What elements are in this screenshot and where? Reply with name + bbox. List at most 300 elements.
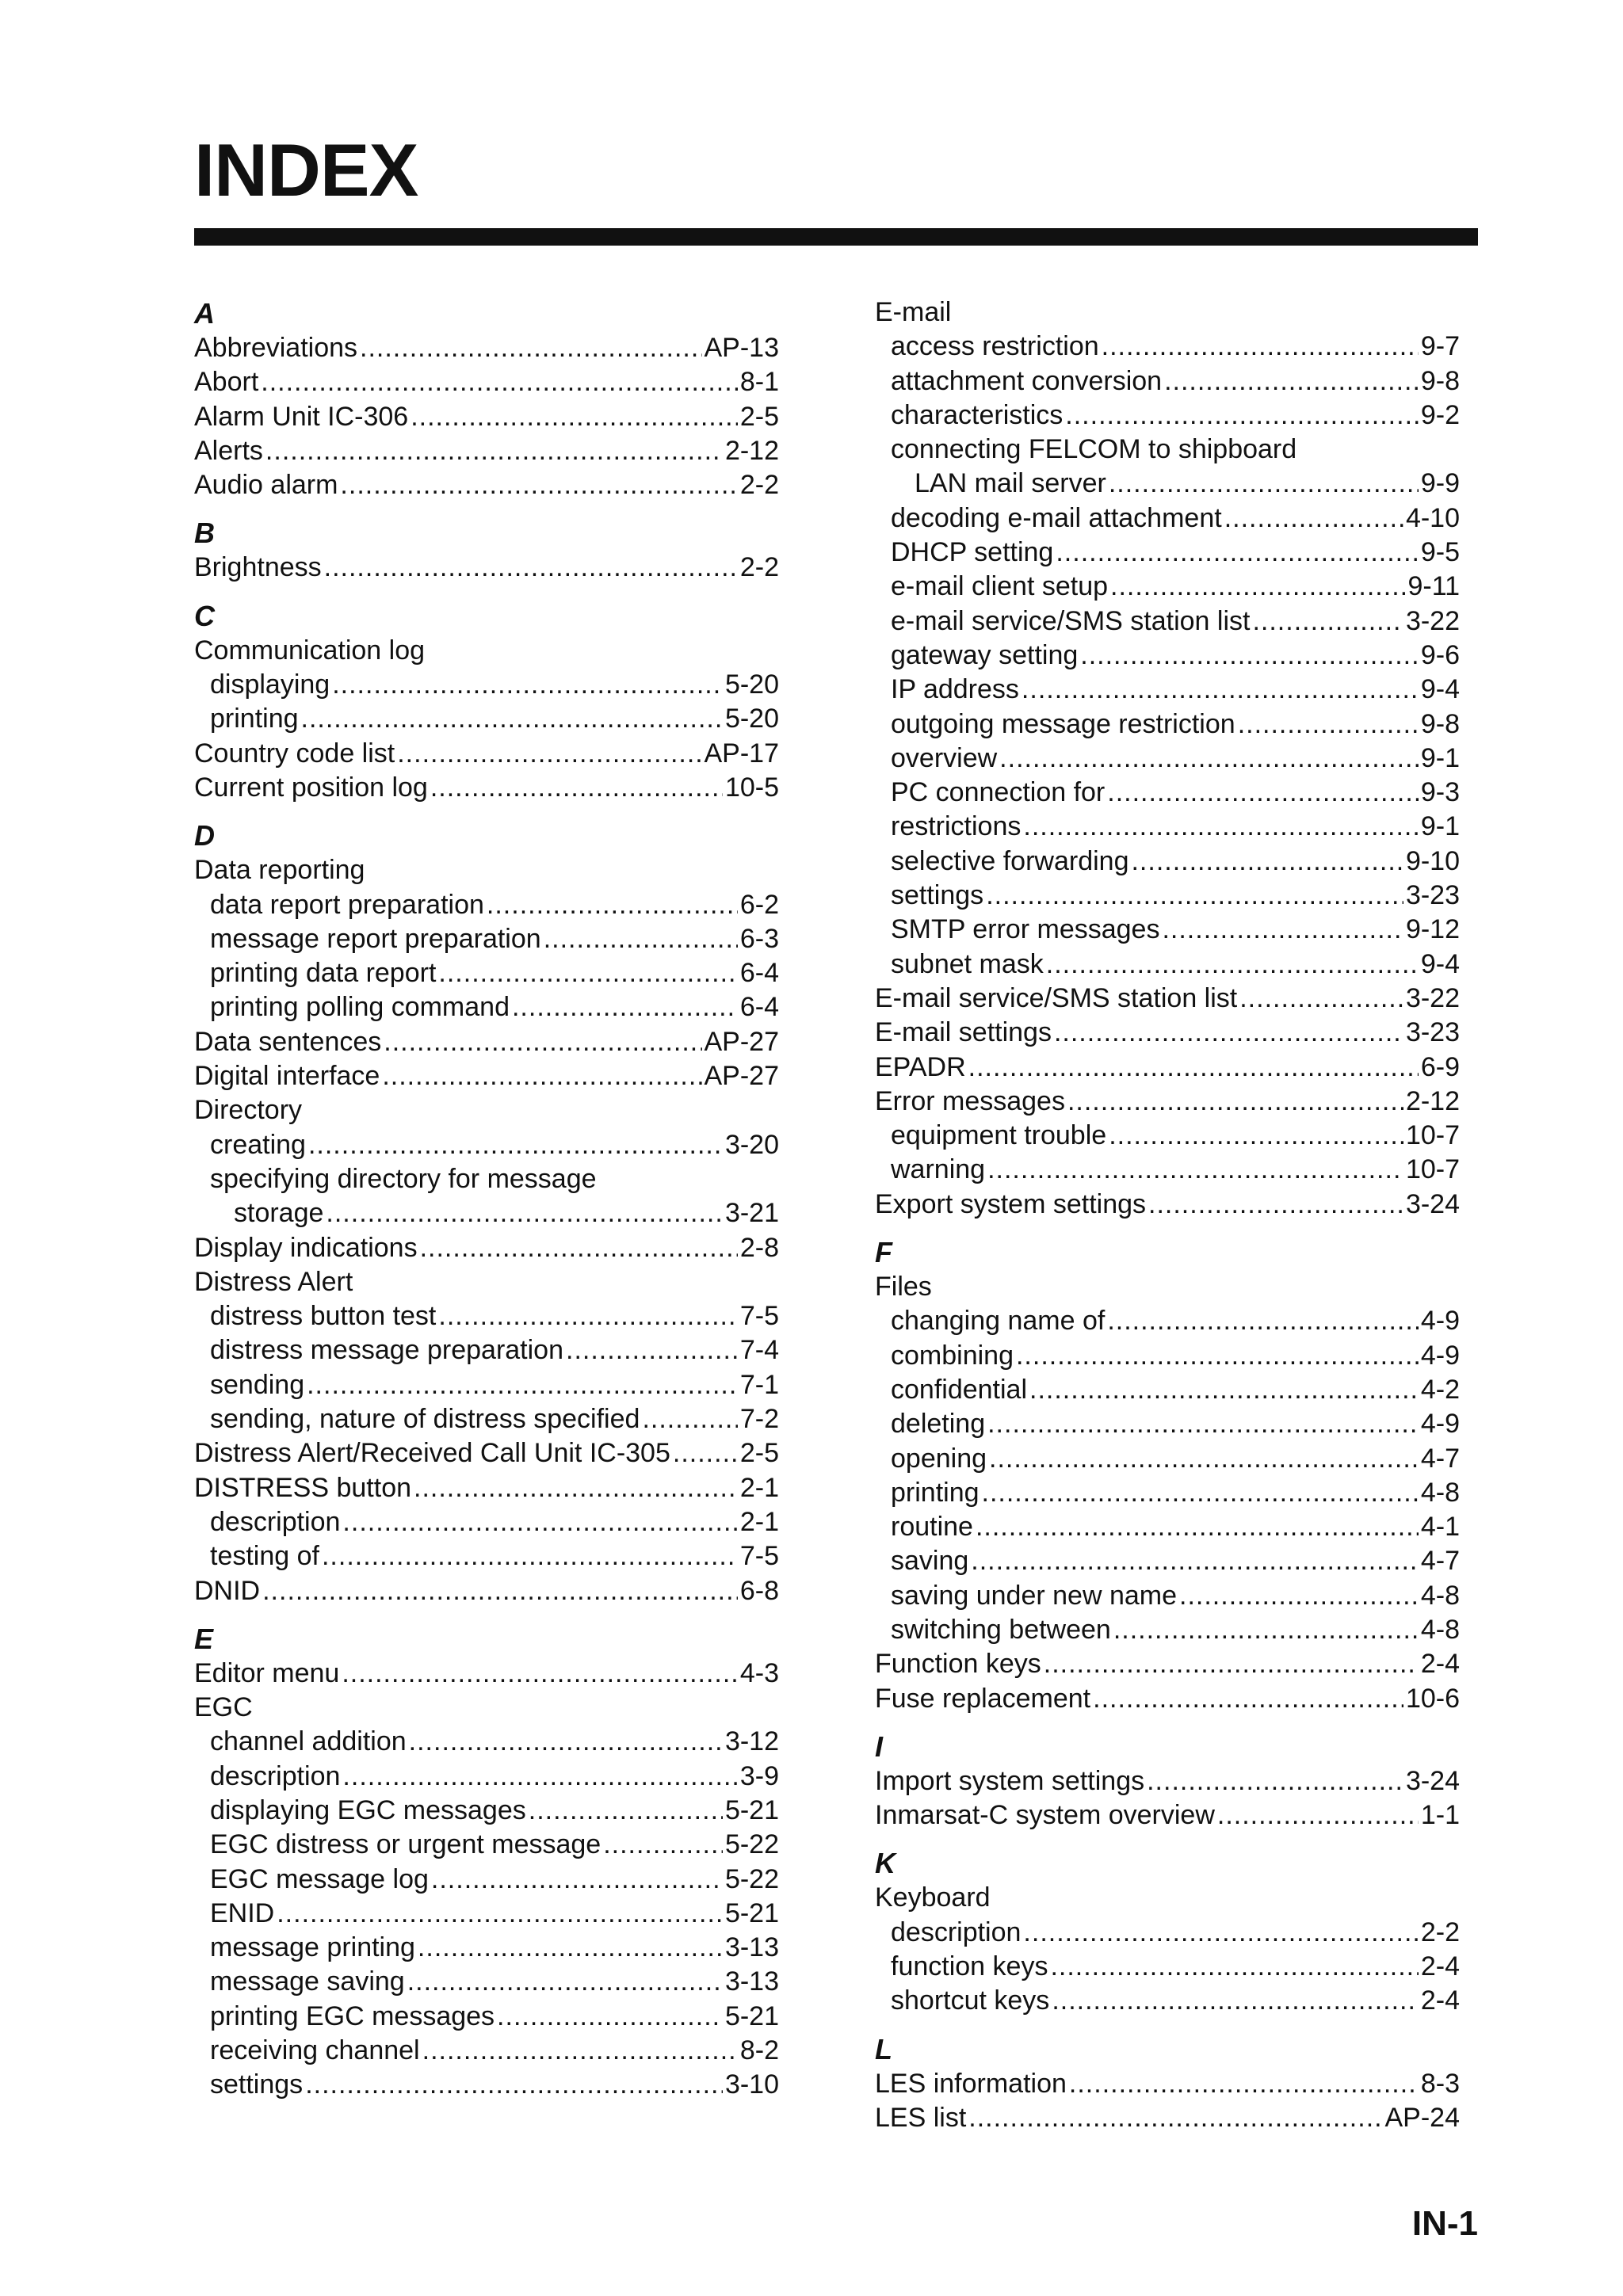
index-entry-page: 2-2 bbox=[1420, 1917, 1460, 1947]
index-entry-term: Communication log bbox=[194, 635, 426, 666]
index-entry-term: E-mail settings bbox=[875, 1017, 1052, 1048]
dot-leader bbox=[431, 1863, 723, 1897]
dot-leader bbox=[342, 1760, 737, 1794]
dot-leader bbox=[414, 1471, 738, 1505]
index-entry bbox=[194, 1760, 779, 1794]
index-column-right bbox=[875, 296, 1460, 2135]
index-entry-term: message printing bbox=[210, 1932, 415, 1963]
index-entry-page: 2-12 bbox=[1405, 1085, 1460, 1116]
index-entry-term: restrictions bbox=[891, 811, 1022, 842]
dot-leader bbox=[360, 331, 701, 365]
index-entry-term: message saving bbox=[210, 1966, 405, 1997]
index-entry bbox=[875, 639, 1460, 673]
index-entry-term: access restriction bbox=[891, 331, 1099, 362]
index-entry bbox=[194, 737, 779, 771]
index-entry bbox=[875, 399, 1460, 433]
dot-leader bbox=[411, 400, 738, 434]
index-entry bbox=[875, 948, 1460, 982]
index-entry-page: 10-5 bbox=[724, 772, 779, 803]
index-entry bbox=[194, 634, 779, 668]
index-entry bbox=[194, 1299, 779, 1333]
index-entry-term: confidential bbox=[891, 1374, 1028, 1405]
index-entry-page: 9-1 bbox=[1420, 811, 1460, 842]
index-entry bbox=[875, 1476, 1460, 1510]
dot-leader bbox=[971, 1544, 1419, 1578]
index-entry-page: 9-11 bbox=[1407, 571, 1460, 602]
index-entry-term: description bbox=[210, 1506, 341, 1537]
index-entry-page: 3-10 bbox=[724, 2069, 779, 2100]
index-entry bbox=[194, 1162, 779, 1196]
index-entry bbox=[875, 1051, 1460, 1085]
dot-leader bbox=[326, 1196, 723, 1230]
index-entry bbox=[194, 1196, 779, 1230]
index-entry-page: 7-5 bbox=[739, 1541, 779, 1572]
index-entry-term: saving under new name bbox=[891, 1580, 1178, 1611]
index-entry-page: 3-12 bbox=[724, 1726, 779, 1757]
index-section-letter: B bbox=[194, 517, 215, 550]
dot-leader bbox=[487, 888, 738, 922]
index-entry bbox=[875, 2067, 1460, 2101]
index-entry-term: IP address bbox=[891, 674, 1019, 705]
index-entry-term: Directory bbox=[194, 1095, 303, 1126]
index-entry-term: E-mail service/SMS station list bbox=[875, 982, 1238, 1013]
index-entry bbox=[875, 1407, 1460, 1441]
index-entry-page: 5-22 bbox=[724, 1829, 779, 1860]
index-entry-term: LES list bbox=[875, 2102, 967, 2133]
index-entry-page: 9-8 bbox=[1420, 708, 1460, 739]
index-entry-term: Alarm Unit IC-306 bbox=[194, 401, 409, 432]
dot-leader bbox=[324, 551, 738, 585]
index-entry bbox=[875, 1544, 1460, 1578]
index-entry bbox=[875, 845, 1460, 879]
index-entry-page: 2-8 bbox=[739, 1232, 779, 1263]
index-entry bbox=[194, 551, 779, 585]
index-entry-page: 4-7 bbox=[1420, 1443, 1460, 1474]
index-entry bbox=[194, 1539, 779, 1573]
dot-leader bbox=[430, 771, 723, 805]
dot-leader bbox=[544, 922, 738, 956]
dot-leader bbox=[307, 1368, 738, 1402]
index-entry bbox=[194, 468, 779, 502]
index-entry-page: 2-1 bbox=[739, 1506, 779, 1537]
dot-leader bbox=[1107, 1304, 1419, 1338]
index-entry bbox=[875, 570, 1460, 604]
index-entry bbox=[194, 771, 779, 805]
dot-leader bbox=[1102, 330, 1419, 364]
index-entry bbox=[194, 1128, 779, 1162]
index-entry-page: 4-2 bbox=[1420, 1374, 1460, 1405]
index-entry-term: routine bbox=[891, 1512, 973, 1543]
index-entry-term: settings bbox=[891, 880, 984, 911]
index-entry-term: connecting FELCOM to shipboard bbox=[891, 434, 1297, 465]
dot-leader bbox=[1239, 982, 1403, 1016]
index-entry-term: creating bbox=[210, 1129, 306, 1160]
index-entry bbox=[875, 707, 1460, 742]
index-entry bbox=[875, 1339, 1460, 1373]
index-entry-term: printing polling command bbox=[210, 992, 510, 1023]
index-entry bbox=[875, 1153, 1460, 1187]
index-entry-page: 9-3 bbox=[1420, 777, 1460, 808]
index-entry-term: PC connection for bbox=[891, 777, 1106, 808]
index-entry-page: 4-7 bbox=[1420, 1546, 1460, 1577]
index-entry-term: storage bbox=[234, 1198, 324, 1229]
dot-leader bbox=[1147, 1764, 1403, 1798]
dot-leader bbox=[1148, 1188, 1403, 1222]
index-entry bbox=[875, 536, 1460, 570]
index-section-letter: K bbox=[875, 1847, 896, 1880]
index-entry-page: 9-10 bbox=[1405, 845, 1460, 876]
index-entry-term: DHCP setting bbox=[891, 537, 1054, 568]
index-entry bbox=[194, 1725, 779, 1759]
dot-leader bbox=[1217, 1798, 1419, 1833]
index-entry-page: 3-13 bbox=[724, 1932, 779, 1963]
index-entry-page: 9-12 bbox=[1405, 914, 1460, 945]
index-entry bbox=[875, 433, 1460, 467]
index-entry bbox=[875, 467, 1460, 501]
index-entry-term: displaying EGC messages bbox=[210, 1794, 526, 1825]
index-entry-term: receiving channel bbox=[210, 2035, 420, 2066]
dot-leader bbox=[987, 1407, 1419, 1441]
index-entry-page: 4-9 bbox=[1420, 1340, 1460, 1371]
index-entry-term: function keys bbox=[891, 1951, 1048, 1982]
index-entry-page: 4-9 bbox=[1420, 1306, 1460, 1337]
index-entry-page: 3-13 bbox=[724, 1966, 779, 1997]
index-entry-term: description bbox=[891, 1917, 1022, 1947]
index-entry-term: printing bbox=[210, 704, 299, 734]
dot-leader bbox=[1056, 536, 1419, 570]
index-entry bbox=[194, 1059, 779, 1093]
index-entry-term: gateway setting bbox=[891, 639, 1079, 670]
index-entry bbox=[194, 2068, 779, 2102]
index-entry-term: printing EGC messages bbox=[210, 2000, 495, 2031]
dot-leader bbox=[322, 1539, 738, 1573]
index-entry-page: 8-2 bbox=[739, 2035, 779, 2066]
index-entry-term: e-mail service/SMS station list bbox=[891, 605, 1251, 636]
index-entry-page: 6-8 bbox=[739, 1575, 779, 1606]
dot-leader bbox=[968, 2101, 1382, 2135]
index-entry bbox=[194, 1333, 779, 1367]
index-entry-term: LES information bbox=[875, 2068, 1067, 2099]
index-entry bbox=[875, 1270, 1460, 1304]
index-entry-term: Editor menu bbox=[194, 1657, 340, 1688]
index-column-left bbox=[194, 296, 779, 2103]
dot-leader bbox=[1238, 707, 1419, 742]
index-entry-term: LAN mail server bbox=[915, 468, 1106, 499]
index-entry bbox=[875, 1188, 1460, 1222]
dot-leader bbox=[1067, 1085, 1403, 1119]
index-entry-term: EGC distress or urgent message bbox=[210, 1829, 601, 1860]
dot-leader bbox=[1109, 1119, 1403, 1153]
index-entry-page: 2-4 bbox=[1420, 1649, 1460, 1680]
dot-leader bbox=[384, 1025, 701, 1059]
index-entry-page: 4-9 bbox=[1420, 1409, 1460, 1440]
index-entry bbox=[875, 364, 1460, 399]
dot-leader bbox=[1252, 605, 1403, 639]
index-entry bbox=[194, 1231, 779, 1265]
dot-leader bbox=[1065, 399, 1419, 433]
dot-leader bbox=[342, 1505, 737, 1539]
index-entry-term: Fuse replacement bbox=[875, 1683, 1091, 1714]
index-entry-page: 7-2 bbox=[739, 1404, 779, 1435]
dot-leader bbox=[566, 1333, 738, 1367]
index-entry-term: printing bbox=[891, 1477, 980, 1508]
index-entry-term: sending, nature of distress specified bbox=[210, 1404, 640, 1435]
index-section-letter: E bbox=[194, 1622, 214, 1655]
index-entry bbox=[194, 1368, 779, 1402]
index-entry-page: 6-2 bbox=[739, 889, 779, 920]
dot-leader bbox=[1109, 467, 1419, 501]
dot-leader bbox=[1023, 810, 1418, 844]
dot-leader bbox=[332, 668, 723, 702]
index-entry bbox=[194, 1897, 779, 1931]
index-entry bbox=[875, 2101, 1460, 2135]
index-entry-page: 5-22 bbox=[724, 1863, 779, 1894]
index-entry-term: Data sentences bbox=[194, 1026, 382, 1057]
index-entry-page: AP-17 bbox=[704, 738, 779, 769]
index-entry-term: Digital interface bbox=[194, 1061, 380, 1092]
index-entry bbox=[194, 434, 779, 468]
index-entry-term: EGC bbox=[194, 1692, 253, 1723]
index-entry-page: 3-9 bbox=[739, 1760, 779, 1791]
index-entry-term: Current position log bbox=[194, 772, 428, 803]
dot-leader bbox=[603, 1828, 723, 1862]
index-entry bbox=[194, 1657, 779, 1691]
index-entry bbox=[875, 1613, 1460, 1647]
dot-leader bbox=[1069, 2067, 1419, 2101]
index-entry-term: Display indications bbox=[194, 1232, 418, 1263]
index-entry-term: Abort bbox=[194, 367, 259, 398]
index-entry bbox=[875, 673, 1460, 707]
dot-leader bbox=[308, 1128, 723, 1162]
index-entry bbox=[875, 1916, 1460, 1950]
index-entry-term: warning bbox=[891, 1154, 986, 1185]
index-entry-page: 4-10 bbox=[1405, 502, 1460, 533]
index-entry bbox=[194, 956, 779, 990]
index-entry-term: EGC message log bbox=[210, 1863, 429, 1894]
index-entry-page: 4-1 bbox=[1420, 1512, 1460, 1543]
index-entry-term: Brightness bbox=[194, 552, 322, 583]
index-entry-term: data report preparation bbox=[210, 889, 484, 920]
index-entry-page: 3-22 bbox=[1405, 605, 1460, 636]
index-entry-term: subnet mask bbox=[891, 948, 1044, 979]
index-entry bbox=[875, 1304, 1460, 1338]
index-entry bbox=[875, 1510, 1460, 1544]
index-entry-page: 5-21 bbox=[724, 1794, 779, 1825]
dot-leader bbox=[1093, 1682, 1403, 1716]
index-entry bbox=[875, 1881, 1460, 1915]
dot-leader bbox=[982, 1476, 1419, 1510]
index-entry bbox=[194, 668, 779, 702]
index-entry-term: Country code list bbox=[194, 738, 395, 769]
index-entry-page: 10-6 bbox=[1405, 1683, 1460, 1714]
index-entry-page: 5-20 bbox=[724, 704, 779, 734]
dot-leader bbox=[1052, 1984, 1419, 2018]
index-entry bbox=[194, 990, 779, 1024]
page-title: INDEX bbox=[194, 128, 418, 212]
index-entry bbox=[194, 1931, 779, 1965]
index-entry-term: Function keys bbox=[875, 1649, 1041, 1680]
index-entry-page: 9-4 bbox=[1420, 948, 1460, 979]
dot-leader bbox=[1044, 1647, 1419, 1681]
index-entry-page: AP-27 bbox=[704, 1061, 779, 1092]
index-entry-page: 5-20 bbox=[724, 669, 779, 700]
dot-leader bbox=[1162, 913, 1403, 947]
index-entry-term: Audio alarm bbox=[194, 470, 338, 501]
index-entry-term: combining bbox=[891, 1340, 1014, 1371]
dot-leader bbox=[1131, 845, 1403, 879]
dot-leader bbox=[422, 2034, 738, 2068]
index-entry bbox=[194, 922, 779, 956]
dot-leader bbox=[418, 1931, 723, 1965]
index-entry-page: 2-5 bbox=[739, 401, 779, 432]
dot-leader bbox=[277, 1897, 723, 1931]
dot-leader bbox=[1023, 1916, 1418, 1950]
index-entry-page: 2-12 bbox=[724, 435, 779, 466]
page-number: IN-1 bbox=[1411, 2204, 1478, 2243]
index-entry-page: 9-9 bbox=[1420, 468, 1460, 499]
index-entry-term: sending bbox=[210, 1369, 305, 1400]
index-entry-page: 9-6 bbox=[1420, 639, 1460, 670]
index-entry bbox=[875, 1682, 1460, 1716]
index-entry bbox=[194, 1265, 779, 1299]
index-entry bbox=[875, 330, 1460, 364]
index-entry bbox=[194, 1402, 779, 1436]
index-entry-page: 3-23 bbox=[1405, 880, 1460, 911]
index-entry bbox=[875, 1984, 1460, 2018]
dot-leader bbox=[1224, 502, 1403, 536]
index-entry bbox=[194, 853, 779, 887]
index-entry-term: changing name of bbox=[891, 1306, 1106, 1337]
index-entry-term: Alerts bbox=[194, 435, 263, 466]
index-entry bbox=[875, 1373, 1460, 1407]
dot-leader bbox=[673, 1436, 738, 1470]
dot-leader bbox=[989, 1442, 1419, 1476]
index-entry bbox=[194, 2000, 779, 2034]
index-entry-page: 7-1 bbox=[739, 1369, 779, 1400]
index-entry bbox=[875, 502, 1460, 536]
index-entry-term: Data reporting bbox=[194, 855, 365, 886]
index-entry-term: EPADR bbox=[875, 1051, 966, 1082]
dot-leader bbox=[438, 956, 737, 990]
dot-leader bbox=[1054, 1016, 1403, 1050]
index-entry-term: opening bbox=[891, 1443, 987, 1474]
index-section-letter: C bbox=[194, 599, 215, 632]
dot-leader bbox=[642, 1402, 737, 1436]
dot-leader bbox=[1164, 364, 1419, 399]
index-entry bbox=[194, 1025, 779, 1059]
index-entry-page: AP-27 bbox=[704, 1026, 779, 1057]
dot-leader bbox=[261, 365, 738, 399]
index-section-letter: A bbox=[194, 297, 215, 330]
index-entry bbox=[875, 1119, 1460, 1153]
index-entry bbox=[194, 1574, 779, 1608]
index-entry bbox=[194, 888, 779, 922]
index-entry-page: 4-8 bbox=[1420, 1580, 1460, 1611]
index-entry bbox=[194, 400, 779, 434]
index-entry bbox=[875, 296, 1460, 330]
index-entry-page: 3-24 bbox=[1405, 1188, 1460, 1219]
index-entry-page: 8-1 bbox=[739, 367, 779, 398]
index-entry-page: 6-3 bbox=[739, 923, 779, 954]
index-entry-page: 1-1 bbox=[1420, 1800, 1460, 1831]
index-entry-term: E-mail bbox=[875, 297, 952, 327]
index-entry-page: 2-2 bbox=[739, 552, 779, 583]
index-entry-page: 2-5 bbox=[739, 1438, 779, 1469]
index-entry-page: 3-20 bbox=[724, 1129, 779, 1160]
index-entry bbox=[194, 1794, 779, 1828]
index-entry-term: Distress Alert bbox=[194, 1266, 353, 1297]
index-entry bbox=[875, 913, 1460, 947]
dot-leader bbox=[976, 1510, 1419, 1544]
index-entry bbox=[194, 702, 779, 736]
index-entry-term: SMTP error messages bbox=[891, 914, 1160, 945]
dot-leader bbox=[529, 1794, 723, 1828]
index-entry-term: shortcut keys bbox=[891, 1985, 1050, 2016]
index-entry bbox=[875, 1085, 1460, 1119]
dot-leader bbox=[512, 990, 738, 1024]
index-entry-page: 4-8 bbox=[1420, 1477, 1460, 1508]
index-entry-page: 9-5 bbox=[1420, 537, 1460, 568]
dot-leader bbox=[382, 1059, 701, 1093]
index-entry-term: Inmarsat-C system overview bbox=[875, 1800, 1215, 1831]
dot-leader bbox=[1080, 639, 1419, 673]
index-entry-term: characteristics bbox=[891, 399, 1064, 430]
dot-leader bbox=[407, 1965, 723, 1999]
dot-leader bbox=[987, 1153, 1403, 1187]
index-entry bbox=[875, 1442, 1460, 1476]
index-entry bbox=[194, 365, 779, 399]
index-entry-term: specifying directory for message bbox=[210, 1163, 597, 1194]
index-entry bbox=[875, 1950, 1460, 1984]
index-section-letter: F bbox=[875, 1236, 892, 1269]
index-entry-term: outgoing message restriction bbox=[891, 708, 1235, 739]
dot-leader bbox=[1022, 673, 1419, 707]
index-entry-term: Files bbox=[875, 1272, 932, 1302]
index-entry bbox=[194, 1505, 779, 1539]
index-entry-page: 9-8 bbox=[1420, 365, 1460, 396]
index-entry bbox=[875, 1647, 1460, 1681]
index-entry-page: 9-1 bbox=[1420, 742, 1460, 773]
index-entry-term: switching between bbox=[891, 1614, 1111, 1645]
dot-leader bbox=[262, 1574, 738, 1608]
index-entry-page: 3-22 bbox=[1405, 982, 1460, 1013]
dot-leader bbox=[986, 879, 1403, 913]
dot-leader bbox=[497, 2000, 723, 2034]
index-section-letter: D bbox=[194, 819, 215, 852]
index-entry-page: 2-4 bbox=[1420, 1951, 1460, 1982]
index-entry-page: 9-4 bbox=[1420, 674, 1460, 705]
index-entry bbox=[875, 982, 1460, 1016]
index-entry-page: 4-8 bbox=[1420, 1614, 1460, 1645]
index-entry-page: 2-4 bbox=[1420, 1985, 1460, 2016]
index-entry-term: DNID bbox=[194, 1575, 261, 1606]
index-entry-page: AP-13 bbox=[704, 333, 779, 363]
index-entry-page: 6-9 bbox=[1420, 1051, 1460, 1082]
index-entry-term: distress message preparation bbox=[210, 1335, 564, 1366]
dot-leader bbox=[1113, 1613, 1419, 1647]
index-entry-term: attachment conversion bbox=[891, 365, 1163, 396]
index-entry-term: selective forwarding bbox=[891, 845, 1129, 876]
index-entry-term: deleting bbox=[891, 1409, 986, 1440]
index-entry-term: description bbox=[210, 1760, 341, 1791]
dot-leader bbox=[1110, 570, 1405, 604]
index-entry-term: Error messages bbox=[875, 1085, 1065, 1116]
dot-leader bbox=[305, 2068, 723, 2102]
index-entry-term: channel addition bbox=[210, 1726, 407, 1757]
index-entry bbox=[875, 742, 1460, 776]
index-entry bbox=[875, 776, 1460, 810]
dot-leader bbox=[1179, 1579, 1419, 1613]
